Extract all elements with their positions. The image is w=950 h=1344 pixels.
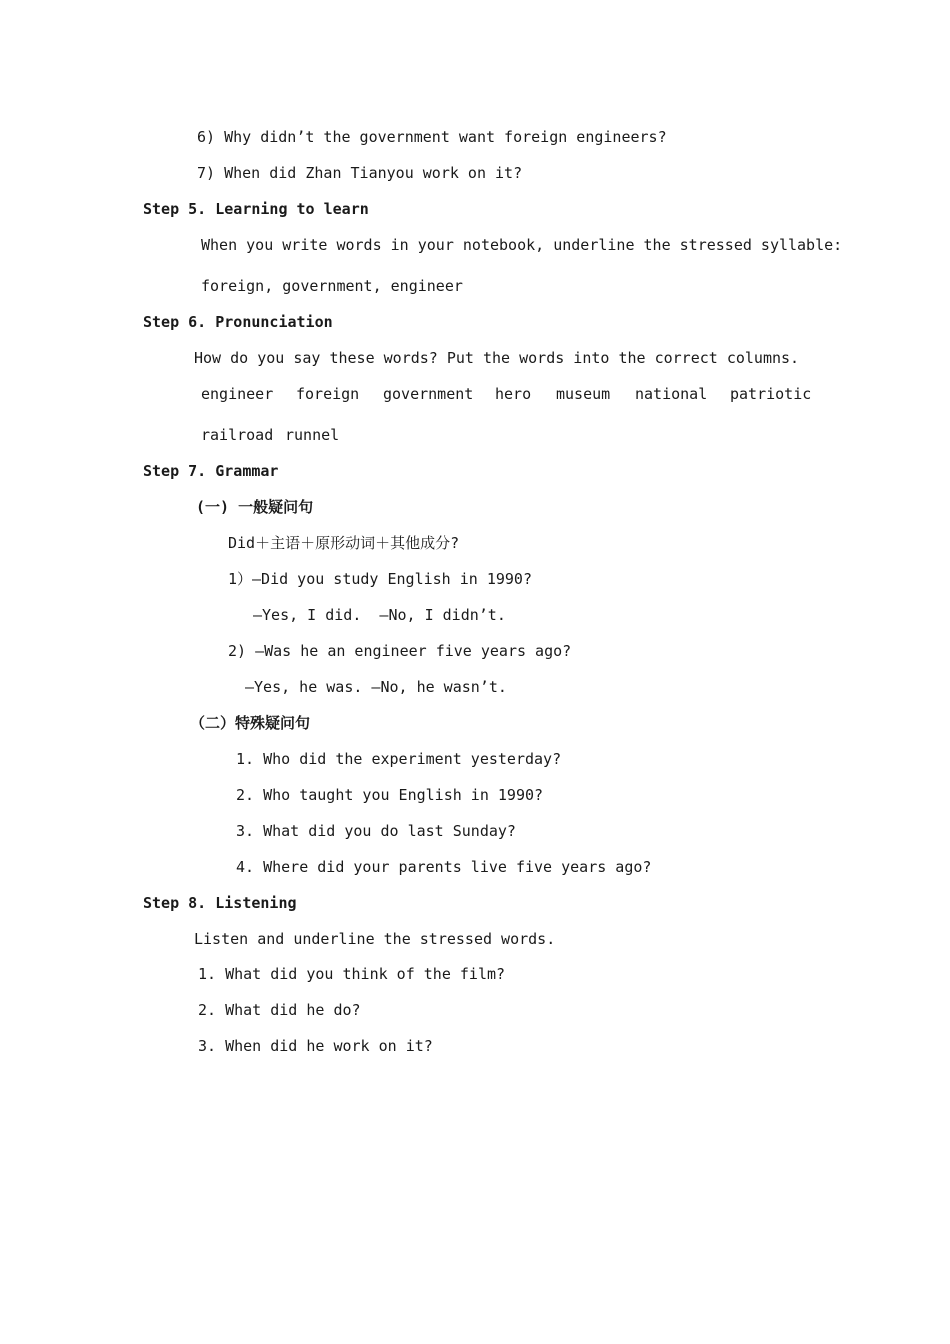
listening-item-2: 2. What did he do? bbox=[198, 1001, 361, 1019]
question-6: 6) Why didn’t the government want foreign engineers? bbox=[197, 128, 667, 146]
step-5-heading: Step 5. Learning to learn bbox=[143, 200, 369, 218]
word-item: hero bbox=[495, 385, 532, 403]
grammar-section-1-title: (一) 一般疑问句 bbox=[196, 498, 314, 516]
word-item: engineer bbox=[201, 385, 274, 403]
word-item: museum bbox=[556, 385, 611, 403]
grammar-example-1-answer: —Yes, I did. —No, I didn’t. bbox=[253, 606, 506, 624]
step-5-instruction: When you write words in your notebook, underline the stressed syllable: bbox=[201, 236, 843, 254]
grammar-section-2-title: （二）特殊疑问句 bbox=[190, 714, 311, 732]
grammar-example-1-question: 1）—Did you study English in 1990? bbox=[228, 570, 532, 588]
wh-question-3: 3. What did you do last Sunday? bbox=[236, 822, 516, 840]
listening-item-1: 1. What did you think of the film? bbox=[198, 965, 506, 983]
wh-question-4: 4. Where did your parents live five years ago? bbox=[236, 858, 652, 876]
listening-item-3: 3. When did he work on it? bbox=[198, 1037, 433, 1055]
wh-question-2: 2. Who taught you English in 1990? bbox=[236, 786, 544, 804]
word-item: railroad bbox=[201, 426, 274, 444]
question-7: 7) When did Zhan Tianyou work on it? bbox=[197, 164, 523, 182]
step-6-heading: Step 6. Pronunciation bbox=[143, 313, 333, 331]
word-item: foreign bbox=[296, 385, 360, 403]
grammar-pattern: Did＋主语＋原形动词＋其他成分? bbox=[228, 534, 460, 552]
grammar-example-2-question: 2) —Was he an engineer five years ago? bbox=[228, 642, 572, 660]
word-item: government bbox=[383, 385, 474, 403]
grammar-example-2-answer: —Yes, he was. —No, he wasn’t. bbox=[245, 678, 507, 696]
step-7-heading: Step 7. Grammar bbox=[143, 462, 279, 480]
step-6-instruction: How do you say these words? Put the words into the correct columns. bbox=[194, 349, 800, 367]
word-item: national bbox=[635, 385, 708, 403]
step-8-instruction: Listen and underline the stressed words. bbox=[194, 930, 556, 948]
word-item: runnel bbox=[285, 426, 340, 444]
wh-question-1: 1. Who did the experiment yesterday? bbox=[236, 750, 562, 768]
step-8-heading: Step 8. Listening bbox=[143, 894, 297, 912]
step-5-words: foreign, government, engineer bbox=[201, 277, 463, 295]
word-item: patriotic bbox=[730, 385, 812, 403]
